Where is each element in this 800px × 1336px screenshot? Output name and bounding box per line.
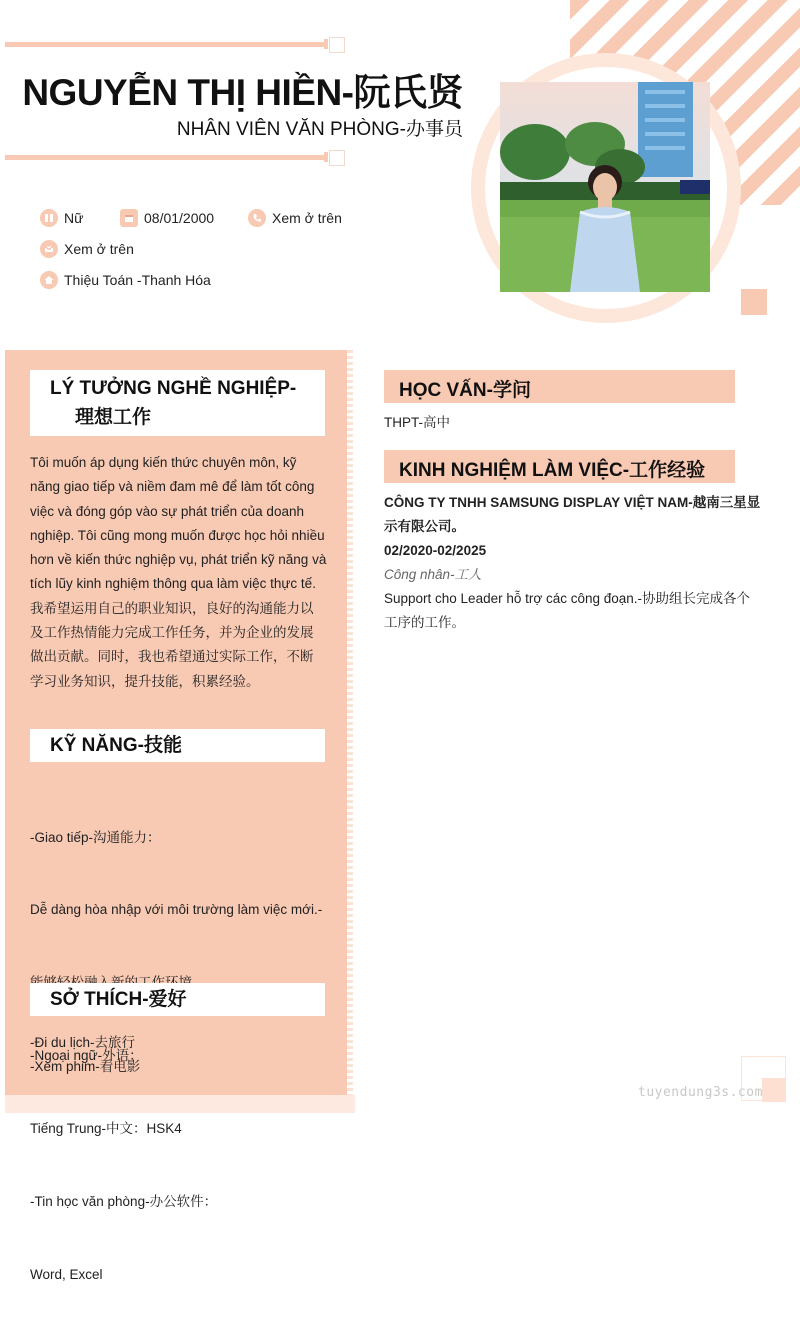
- phone-value: Xem ở trên: [272, 210, 342, 226]
- gender-value: Nữ: [64, 210, 84, 226]
- header-line-dot: [324, 152, 328, 162]
- hobby-item: -Đi du lịch-去旅行: [30, 1035, 136, 1050]
- skills-title: KỸ NĂNG-技能: [50, 735, 182, 756]
- objective-line-vi: tích lũy kinh nghiệm thông qua làm việc thực tế.: [30, 576, 316, 592]
- objective-line-zh: 及工作热情能力完成工作任务，并为企业的发展: [30, 625, 314, 641]
- calendar-icon: [120, 209, 138, 227]
- skills-line: Word, Excel: [30, 1266, 103, 1282]
- hobbies-text: [30, 1031, 335, 1080]
- gender-icon: [40, 209, 58, 227]
- info-phone: [248, 209, 342, 227]
- job-description-cont: 工序的工作。: [384, 615, 465, 630]
- skills-line: Dễ dàng hòa nhập với môi trường làm việc mới.-: [30, 902, 323, 918]
- header-line-top: [5, 42, 327, 47]
- objective-line-zh: 我希望运用自己的职业知识，良好的沟通能力以: [30, 600, 314, 616]
- header-line-end: [329, 37, 345, 53]
- home-icon: [40, 271, 58, 289]
- skills-line: -Giao tiếp-沟通能力：: [30, 829, 161, 845]
- header-line-bottom: [5, 155, 327, 160]
- skills-line: Tiếng Trung-中文：HSK4: [30, 1121, 182, 1137]
- objective-text: [30, 451, 335, 694]
- square-decoration: [741, 289, 767, 315]
- objective-title-line1: LÝ TƯỞNG NGHỀ NGHIỆP-: [50, 378, 297, 399]
- job-position: Công nhân-工人: [384, 567, 482, 582]
- education-title: HỌC VẤN-学问: [399, 380, 531, 401]
- left-column-edge: [347, 350, 353, 1113]
- birthdate-value: 08/01/2000: [144, 210, 215, 226]
- company-name-cont: 示有限公司。: [384, 519, 465, 534]
- education-text: [384, 411, 769, 435]
- header-line-dot: [324, 39, 328, 49]
- objective-heading: [30, 370, 325, 436]
- job-title: NHÂN VIÊN VĂN PHÒNG-办事员: [176, 119, 463, 140]
- job-description: Support cho Leader hỗ trợ các công đoạn.-协助组长完成各个: [384, 591, 751, 606]
- hobbies-heading: [30, 983, 325, 1016]
- work-period: 02/2020-02/2025: [384, 543, 487, 558]
- corner-square: [762, 1078, 786, 1102]
- info-gender: [40, 209, 83, 227]
- email-value: Xem ở trên: [64, 241, 134, 257]
- info-birthdate: [120, 209, 214, 227]
- objective-line-vi: Tôi muốn áp dụng kiến thức chuyên môn, kỹ: [30, 455, 297, 470]
- full-name: NGUYỄN THỊ HIỀN-阮氏贤: [22, 72, 463, 113]
- experience-heading: [384, 450, 735, 483]
- skills-line: -Ngoại ngữ-外语：: [30, 1048, 143, 1064]
- objective-line-vi: nghiệp. Tôi cũng mong muốn được học hỏi nhiều: [30, 527, 325, 543]
- objective-line-zh: 做出贡献。同时，我也希望通过实际工作，不断: [30, 649, 314, 665]
- hobbies-title: SỞ THÍCH-爱好: [50, 989, 187, 1010]
- experience-text: [384, 491, 769, 635]
- address-value: Thiệu Toán -Thanh Hóa: [64, 272, 211, 288]
- watermark: tuyendung3s.com: [638, 1085, 763, 1100]
- objective-line-vi: năng giao tiếp và niềm đam mê để làm tốt công: [30, 479, 315, 495]
- profile-photo: [500, 82, 710, 292]
- objective-line-vi: việc và đóng góp vào sự phát triển của doanh: [30, 503, 304, 519]
- company-name: CÔNG TY TNHH SAMSUNG DISPLAY VIỆT NAM-越南三星显: [384, 495, 761, 510]
- objective-line-zh: 学习业务知识，提升技能，积累经验。: [30, 673, 260, 689]
- phone-icon: [248, 209, 266, 227]
- header-line-end: [329, 150, 345, 166]
- objective-title-line2: 理想工作: [75, 407, 152, 428]
- objective-line-vi: hơn về kiến thức nghiệp vụ, phát triển kỹ năng và: [30, 552, 327, 568]
- school-name: THPT-高中: [384, 415, 450, 430]
- skills-heading: [30, 729, 325, 762]
- hobby-item: -Xem phim-看电影: [30, 1059, 141, 1075]
- experience-title: KINH NGHIỆM LÀM VIỆC-工作经验: [399, 460, 706, 481]
- info-email: [40, 240, 134, 258]
- skills-line: -Tin học văn phòng-办公软件：: [30, 1194, 218, 1210]
- email-icon: [40, 240, 58, 258]
- education-heading: [384, 370, 735, 403]
- info-address: [40, 271, 211, 289]
